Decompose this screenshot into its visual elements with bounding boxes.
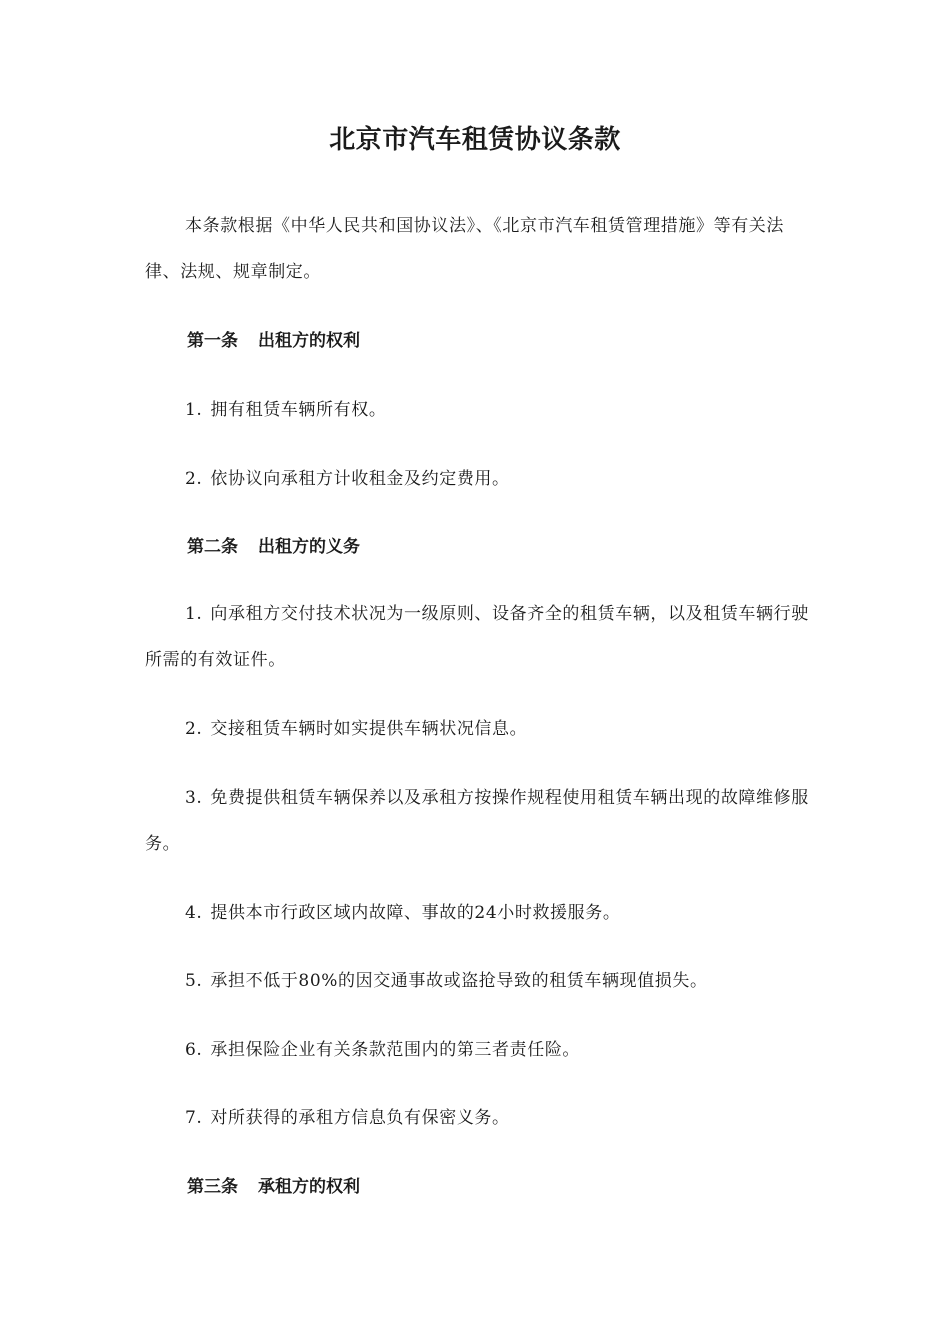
section-heading-1: [187, 326, 360, 356]
item-text: 承担不低于80%的因交通事故或盗抢导致的租赁车辆现值损失。: [210, 971, 708, 991]
list-item: [145, 775, 810, 867]
section-heading-2: [187, 532, 360, 562]
item-number: 2.: [185, 719, 203, 739]
list-item: [145, 706, 810, 752]
item-text: 承担保险企业有关条款范围内的第三者责任险。: [210, 1040, 581, 1060]
intro-paragraph: 本条款根据《中华人民共和国协议法》、《北京市汽车租赁管理措施》等有关法律、法规、规章制定。: [145, 216, 784, 282]
section-title: 承租方的权利: [258, 1177, 360, 1197]
list-item: [145, 958, 810, 1004]
item-text: 交接租赁车辆时如实提供车辆状况信息。: [210, 719, 528, 739]
section-number: 第二条: [187, 537, 238, 557]
document-title: 北京市汽车租赁协议条款: [329, 125, 621, 155]
list-item: [145, 387, 810, 433]
section-title: 出租方的义务: [258, 537, 360, 557]
item-text: 对所获得的承租方信息负有保密义务。: [210, 1108, 510, 1128]
section-heading-3: [187, 1172, 360, 1202]
list-item: [145, 456, 810, 502]
item-number: 7.: [185, 1108, 203, 1128]
section-title: 出租方的权利: [258, 331, 360, 351]
item-number: 5.: [185, 971, 203, 991]
section-number: 第一条: [187, 331, 238, 351]
list-item: [145, 1027, 810, 1073]
item-text: 免费提供租赁车辆保养以及承租方按操作规程使用租赁车辆出现的故障维修服务。: [145, 788, 809, 854]
item-number: 4.: [185, 903, 203, 923]
item-text: 提供本市行政区域内故障、事故的24小时救援服务。: [210, 903, 621, 923]
list-item: [145, 890, 810, 936]
item-number: 2.: [185, 469, 203, 489]
item-text: 拥有租赁车辆所有权。: [210, 400, 387, 420]
item-number: 1.: [185, 400, 203, 420]
item-number: 6.: [185, 1040, 203, 1060]
item-number: 1.: [185, 604, 203, 624]
item-text: 依协议向承租方计收租金及约定费用。: [210, 469, 510, 489]
item-text: 向承租方交付技术状况为一级原则、设备齐全的租赁车辆，以及租赁车辆行驶所需的有效证件。: [145, 604, 809, 670]
list-item: [145, 1095, 810, 1141]
list-item: [145, 591, 810, 683]
section-number: 第三条: [187, 1177, 238, 1197]
item-number: 3.: [185, 788, 203, 808]
